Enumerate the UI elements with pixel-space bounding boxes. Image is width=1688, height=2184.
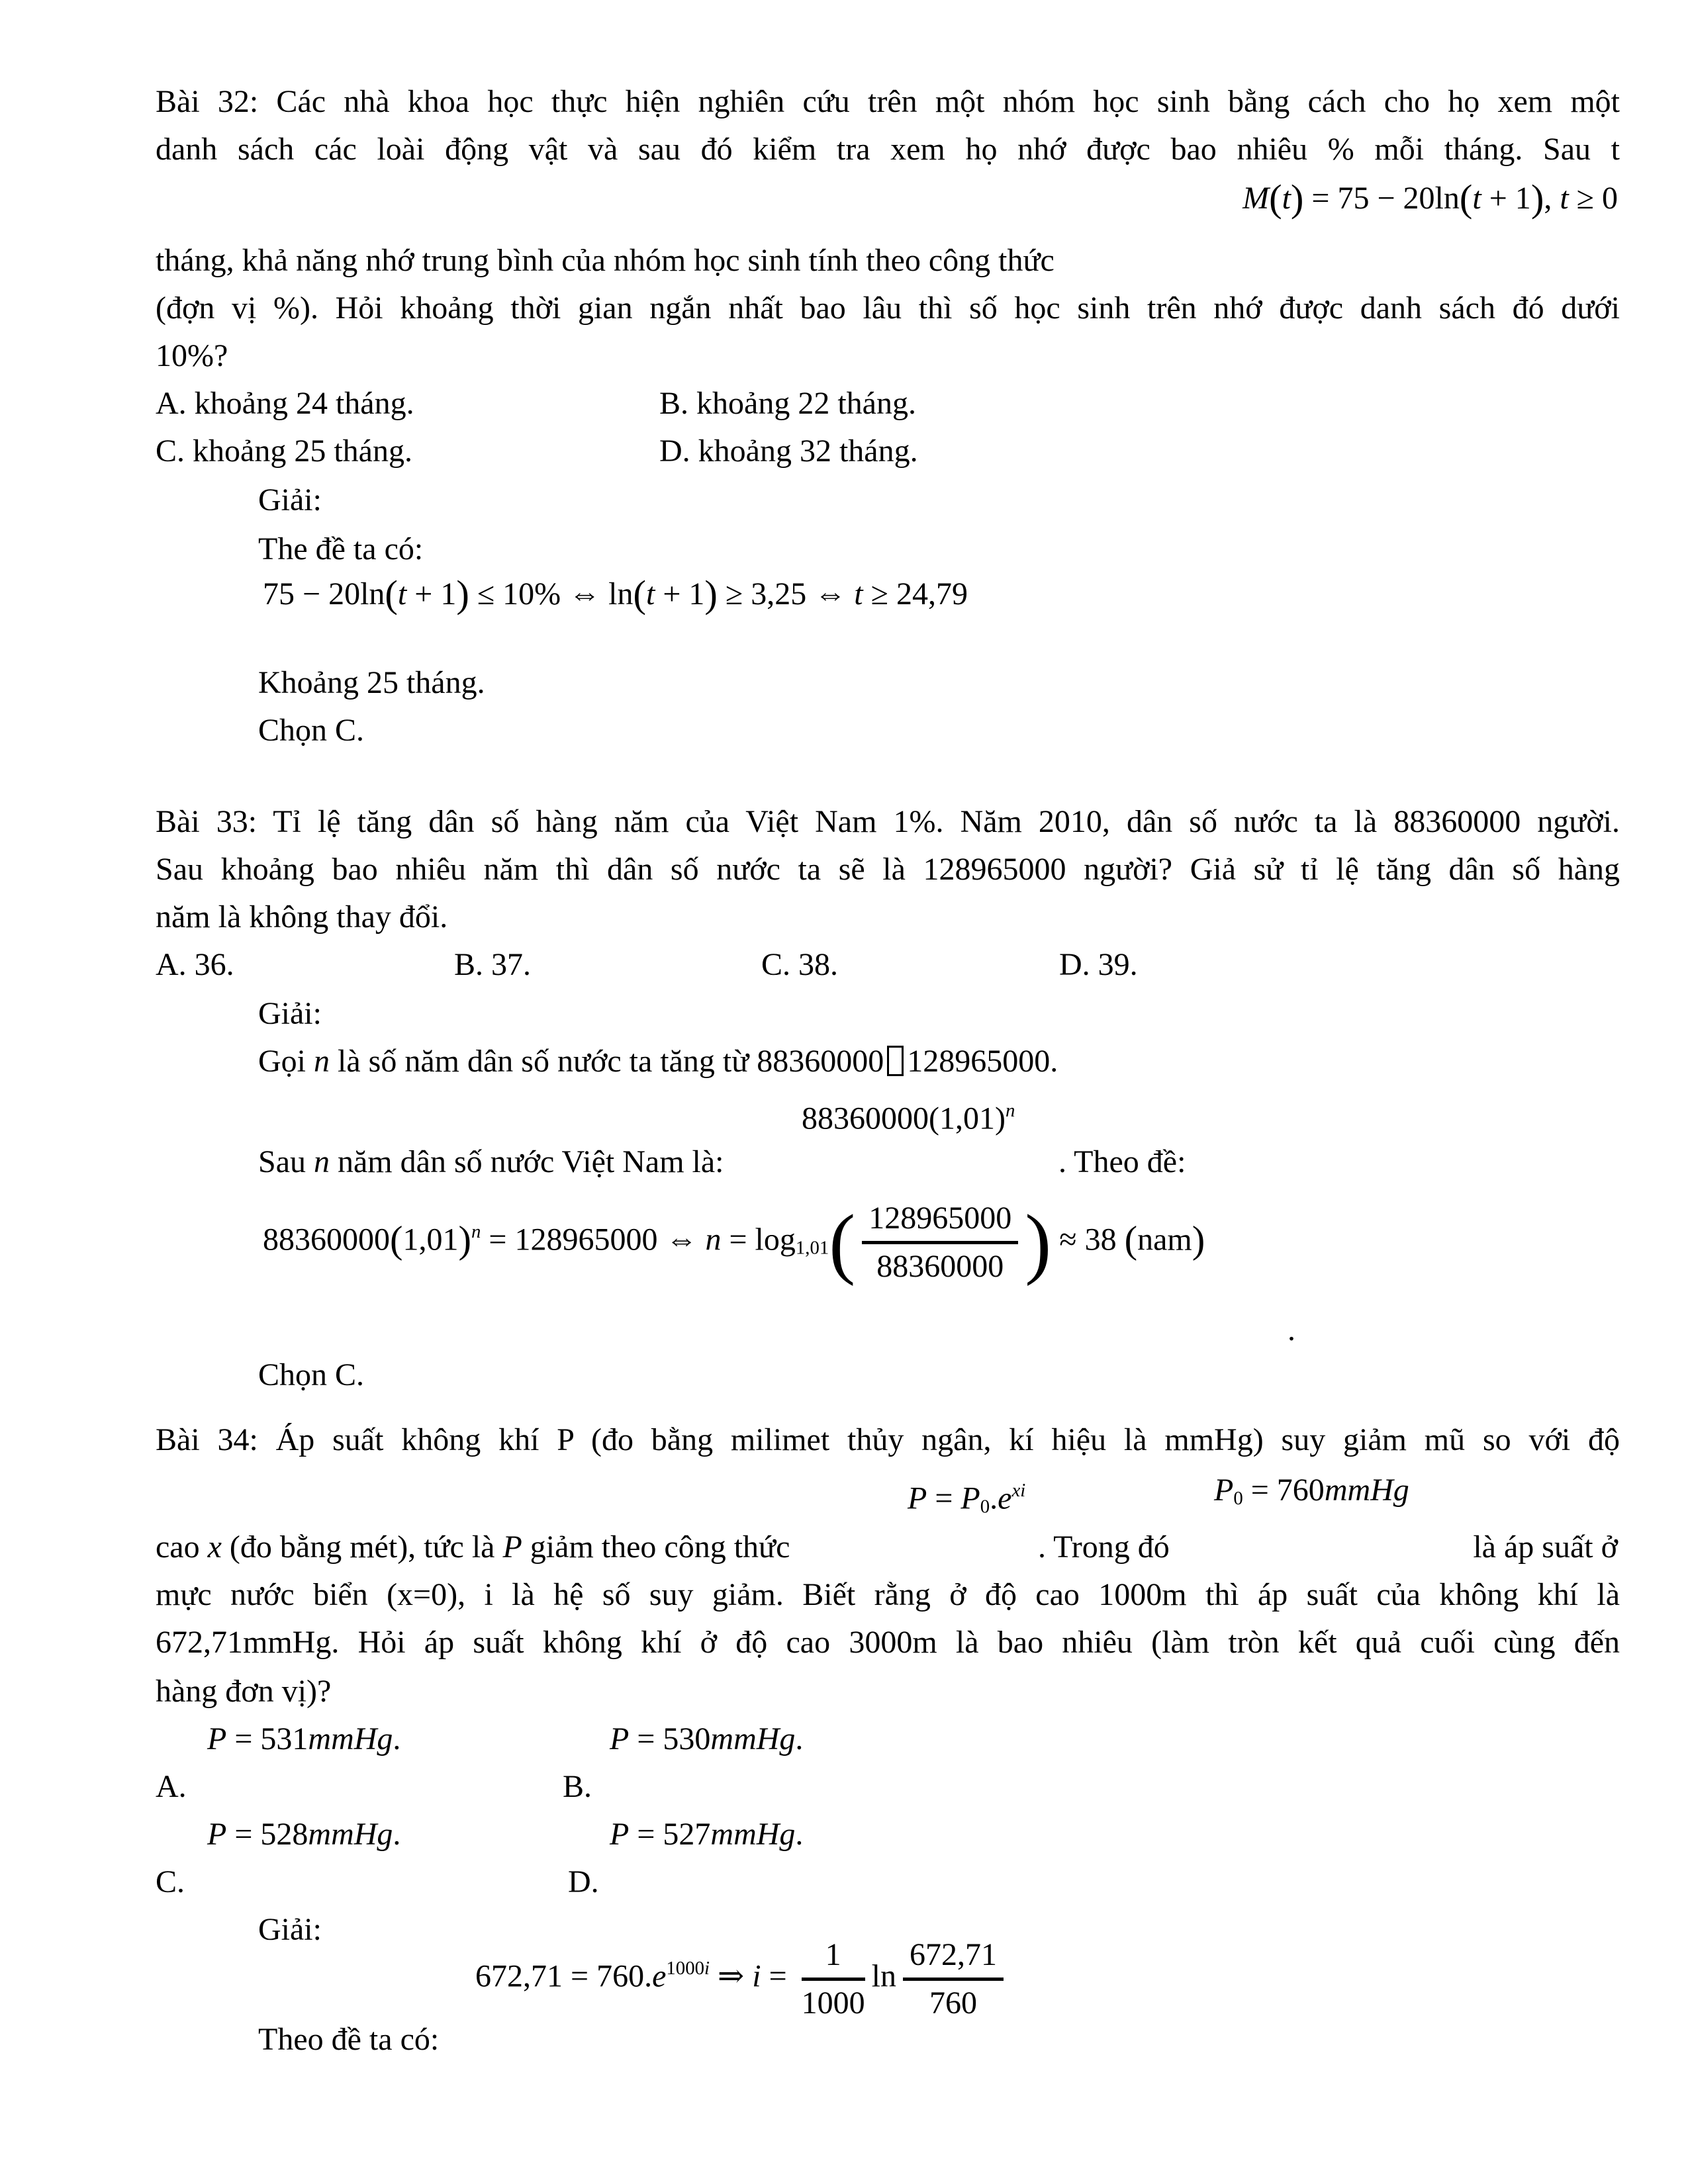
p34-formula-p: $P = P0.e^{xi}$ bbox=[908, 1480, 1026, 1518]
p32-line4: (đợn vị %). Hỏi khoảng thời gian ngắn nhất bao lâu thì số học sinh trên nhớ được danh sách đó dưới bbox=[156, 291, 1620, 326]
fraction: $\frac{128965000}{88360000}$ bbox=[862, 1199, 1018, 1287]
p33-formula-pop: $88360000(1,01)^n$ bbox=[802, 1100, 1015, 1136]
p34-line5: hàng đơn vị)? bbox=[156, 1674, 332, 1709]
p32-line5: 10%? bbox=[156, 338, 228, 373]
p34-opt-d-formula: P = 527mmHg. bbox=[610, 1817, 804, 1852]
p32-formula-m: M(t) = 75 − 20ln(t + 1), t ≥ 0 bbox=[1243, 177, 1618, 220]
p32-sol-formula: 75 − 20ln(t + 1) ≤ 10% ⇔ ln(t + 1) ≥ 3,25 ⇔ t ≥ 24,79 bbox=[263, 572, 968, 616]
p34-line2a: cao x (đo bằng mét), tức là P giảm theo công thức bbox=[156, 1529, 790, 1565]
p32-line2: danh sách các loài động vật và sau đó kiểm tra xem họ nhớ được bao nhiêu % mỗi tháng. Sau t bbox=[156, 132, 1620, 167]
p32-line1: Bài 32: Các nhà khoa học thực hiện nghiên cứu trên một nhóm học sinh bằng cách cho họ xem một bbox=[156, 84, 1620, 119]
p33-option-b: B. 37. bbox=[454, 947, 532, 982]
p33-giai: Giải: bbox=[258, 996, 322, 1031]
p33-sol-goi: Gọi n là số năm dân số nước ta tăng từ 88360000 128965000. bbox=[258, 1044, 1058, 1079]
p34-line2c: là áp suất ở bbox=[1473, 1529, 1618, 1565]
p33-sol-chon: Chọn C. bbox=[258, 1357, 365, 1392]
p34-opt-c-label: C. bbox=[156, 1864, 185, 1899]
p33-period: . bbox=[1288, 1312, 1295, 1347]
p34-line1: Bài 34: Áp suất không khí P (đo bằng milimet thủy ngân, kí hiệu là mmHg) suy giảm mũ so với độ bbox=[156, 1422, 1620, 1457]
p32-sol-khoang: Khoảng 25 tháng. bbox=[258, 665, 485, 700]
p32-option-a: A. khoảng 24 tháng. bbox=[156, 386, 414, 421]
p34-line2b: . Trong đó bbox=[1038, 1529, 1170, 1565]
p34-line4: 672,71mmHg. Hỏi áp suất không khí ở độ cao 3000m là bao nhiêu (làm tròn kết quả cuối cùng đến bbox=[156, 1625, 1620, 1660]
tofu-box-glyph bbox=[887, 1046, 904, 1076]
p33-option-a: A. 36. bbox=[156, 947, 234, 982]
p32-option-c: C. khoảng 25 tháng. bbox=[156, 433, 412, 469]
p34-giai: Giải: bbox=[258, 1912, 322, 1947]
p33-line2: Sau khoảng bao nhiêu năm thì dân số nước ta sẽ là 128965000 người? Giả sử tỉ lệ tăng dân số hàng bbox=[156, 852, 1620, 887]
p34-line3: mực nước biển (x=0), i là hệ số suy giảm. Biết rằng ở độ cao 1000m thì áp suất của không khí là bbox=[156, 1577, 1620, 1612]
p34-opt-b-label: B. bbox=[563, 1769, 592, 1804]
p32-option-b: B. khoảng 22 tháng. bbox=[659, 386, 916, 421]
p34-opt-d-label: D. bbox=[568, 1864, 599, 1899]
p33-option-c: C. 38. bbox=[761, 947, 839, 982]
fraction: $\frac{672,71}{760}$ bbox=[903, 1935, 1004, 2023]
p34-opt-a-label: A. bbox=[156, 1769, 187, 1804]
p32-giai: Giải: bbox=[258, 482, 322, 518]
p33-sol-theo: . Theo đề: bbox=[1058, 1144, 1186, 1179]
fraction: $\frac{1}{1000}$ bbox=[802, 1935, 865, 2023]
p34-opt-a-formula: P = 531mmHg. bbox=[207, 1721, 401, 1756]
p32-line3: tháng, khả năng nhớ trung bình của nhóm học sinh tính theo công thức bbox=[156, 243, 1055, 278]
p32-sol-chon: Chọn C. bbox=[258, 713, 365, 748]
p33-line3: năm là không thay đổi. bbox=[156, 899, 448, 934]
p33-sol-sau: Sau n năm dân số nước Việt Nam là: bbox=[258, 1144, 724, 1179]
p34-opt-c-formula: P = 528mmHg. bbox=[207, 1817, 401, 1852]
p32-option-d: D. khoảng 32 tháng. bbox=[659, 433, 918, 469]
p32-sol-intro: The đề ta có: bbox=[258, 531, 424, 567]
p34-opt-b-formula: P = 530mmHg. bbox=[610, 1721, 804, 1756]
p34-sol-formula: $672,71 = 760.e^{1000i}$ ⇒ i = $\frac{1}{1000}$ ln $\frac{672,71}{760}$ bbox=[475, 1935, 1010, 2023]
p33-option-d: D. 39. bbox=[1059, 947, 1138, 982]
p33-line1: Bài 33: Tỉ lệ tăng dân số hàng năm của Việt Nam 1%. Năm 2010, dân số nước ta là 88360000 người. bbox=[156, 804, 1620, 839]
p34-formula-p0: P0 = 760mmHg bbox=[1214, 1473, 1409, 1509]
p33-sol-formula: $88360000(1,01)^n = 128965000$ ⇔ n = log1,01( $\frac{128965000}{88360000}$ ) ≈ 38 (nam) bbox=[263, 1198, 1205, 1287]
p34-sol-theo: Theo đề ta có: bbox=[258, 2022, 440, 2057]
